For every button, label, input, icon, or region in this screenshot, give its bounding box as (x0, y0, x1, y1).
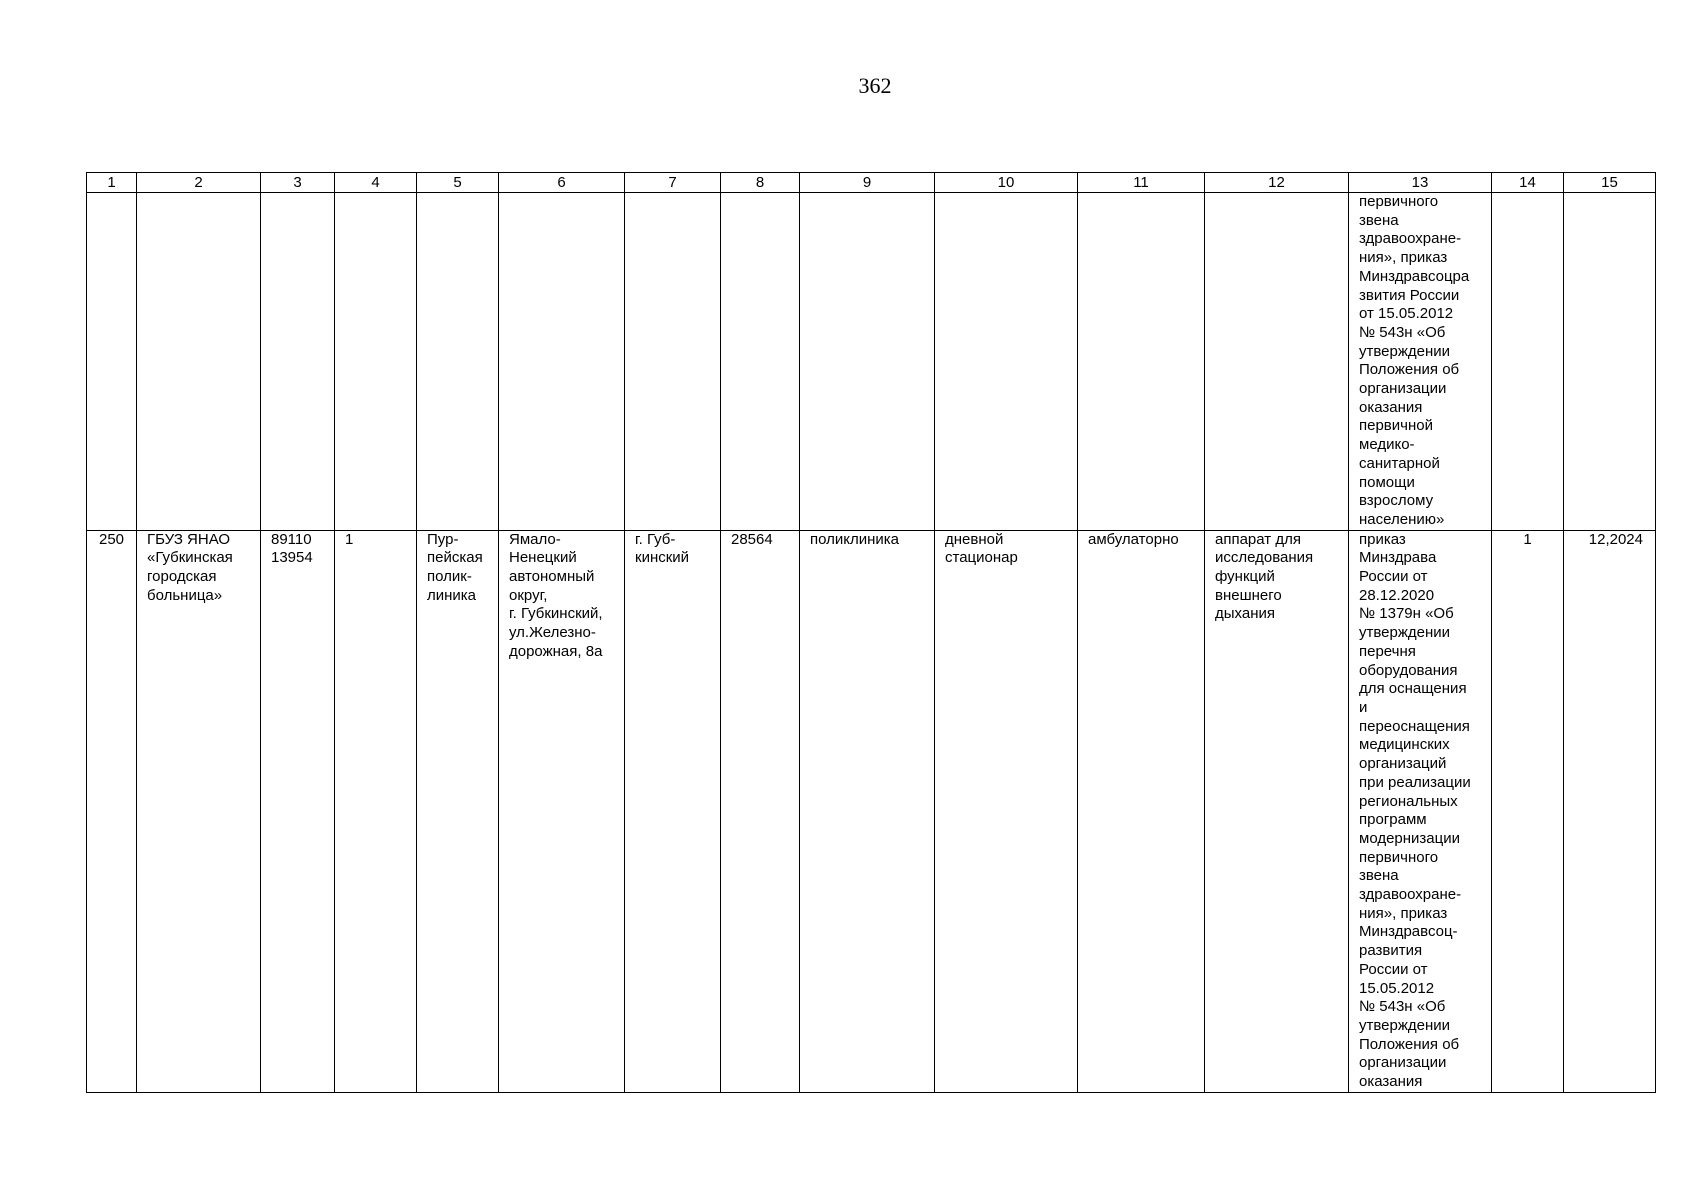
table-cell (800, 193, 935, 531)
column-header-12: 12 (1205, 173, 1349, 193)
column-header-13: 13 (1349, 173, 1492, 193)
settlement-cell: г. Губ- кинский (625, 530, 721, 1092)
table-cell (499, 193, 625, 531)
table-cell (1078, 193, 1205, 531)
care-condition-cell: амбулаторно (1078, 530, 1205, 1092)
column-header-9: 9 (800, 173, 935, 193)
table-cell (261, 193, 335, 531)
column-header-6: 6 (499, 173, 625, 193)
address-cell: Ямало- Ненецкий автономный округ, г. Губкинский, ул.Железно- дорожная, 8а (499, 530, 625, 1092)
row-number-cell: 250 (87, 530, 137, 1092)
equipment-cell: аппарат для исследования функций внешнего дыхания (1205, 530, 1349, 1092)
column-header-3: 3 (261, 173, 335, 193)
regulation-cell: первичного звена здравоохране- ния», приказ Минздравсоцра звития России от 15.05.2012 № 543н «Об утверждении Положения об организации оказания первичной медико- санитарной помощи взрослому населению» (1349, 193, 1492, 531)
column-header-15: 15 (1564, 173, 1656, 193)
table-row-continued (87, 193, 1656, 531)
inn-cell: 89110 13954 (261, 530, 335, 1092)
column-header-7: 7 (625, 173, 721, 193)
table-cell (87, 193, 137, 531)
column-header-11: 11 (1078, 173, 1205, 193)
facility-type-cell: поликлиника (800, 530, 935, 1092)
column-header-5: 5 (417, 173, 499, 193)
unit-cell: дневной стационар (935, 530, 1078, 1092)
table-cell (625, 193, 721, 531)
table-cell (1564, 193, 1656, 531)
table-cell (1492, 193, 1564, 531)
population-cell: 28564 (721, 530, 800, 1092)
equipment-table (86, 172, 1656, 1093)
column-header-10: 10 (935, 173, 1078, 193)
table-header-row (87, 173, 1656, 193)
deadline-cell: 12,2024 (1564, 530, 1656, 1092)
organization-cell: ГБУЗ ЯНАО «Губкинская городская больница» (137, 530, 261, 1092)
equipment-count-cell: 1 (1492, 530, 1564, 1092)
table-cell (935, 193, 1078, 531)
table-row-250 (87, 530, 1656, 1092)
column-header-8: 8 (721, 173, 800, 193)
table-cell (1205, 193, 1349, 531)
column-header-1: 1 (87, 173, 137, 193)
table-cell (721, 193, 800, 531)
table-cell (137, 193, 261, 531)
table-cell (335, 193, 417, 531)
quantity-code-cell: 1 (335, 530, 417, 1092)
table-cell (417, 193, 499, 531)
page-number: 362 (858, 73, 892, 98)
subdivision-cell: Пур- пейская полик- линика (417, 530, 499, 1092)
column-header-4: 4 (335, 173, 417, 193)
regulation-cell: приказ Минздрава России от 28.12.2020 № 1379н «Об утверждении перечня оборудования для оснащения и переоснащения медицинских организаций при реализации региональных программ модернизации первичного звена здравоохране- ния», приказ Минздравсоц- развития России от 15.05.2012 № 543н «Об утверждении Положения об организации оказания (1349, 530, 1492, 1092)
column-header-14: 14 (1492, 173, 1564, 193)
column-header-2: 2 (137, 173, 261, 193)
